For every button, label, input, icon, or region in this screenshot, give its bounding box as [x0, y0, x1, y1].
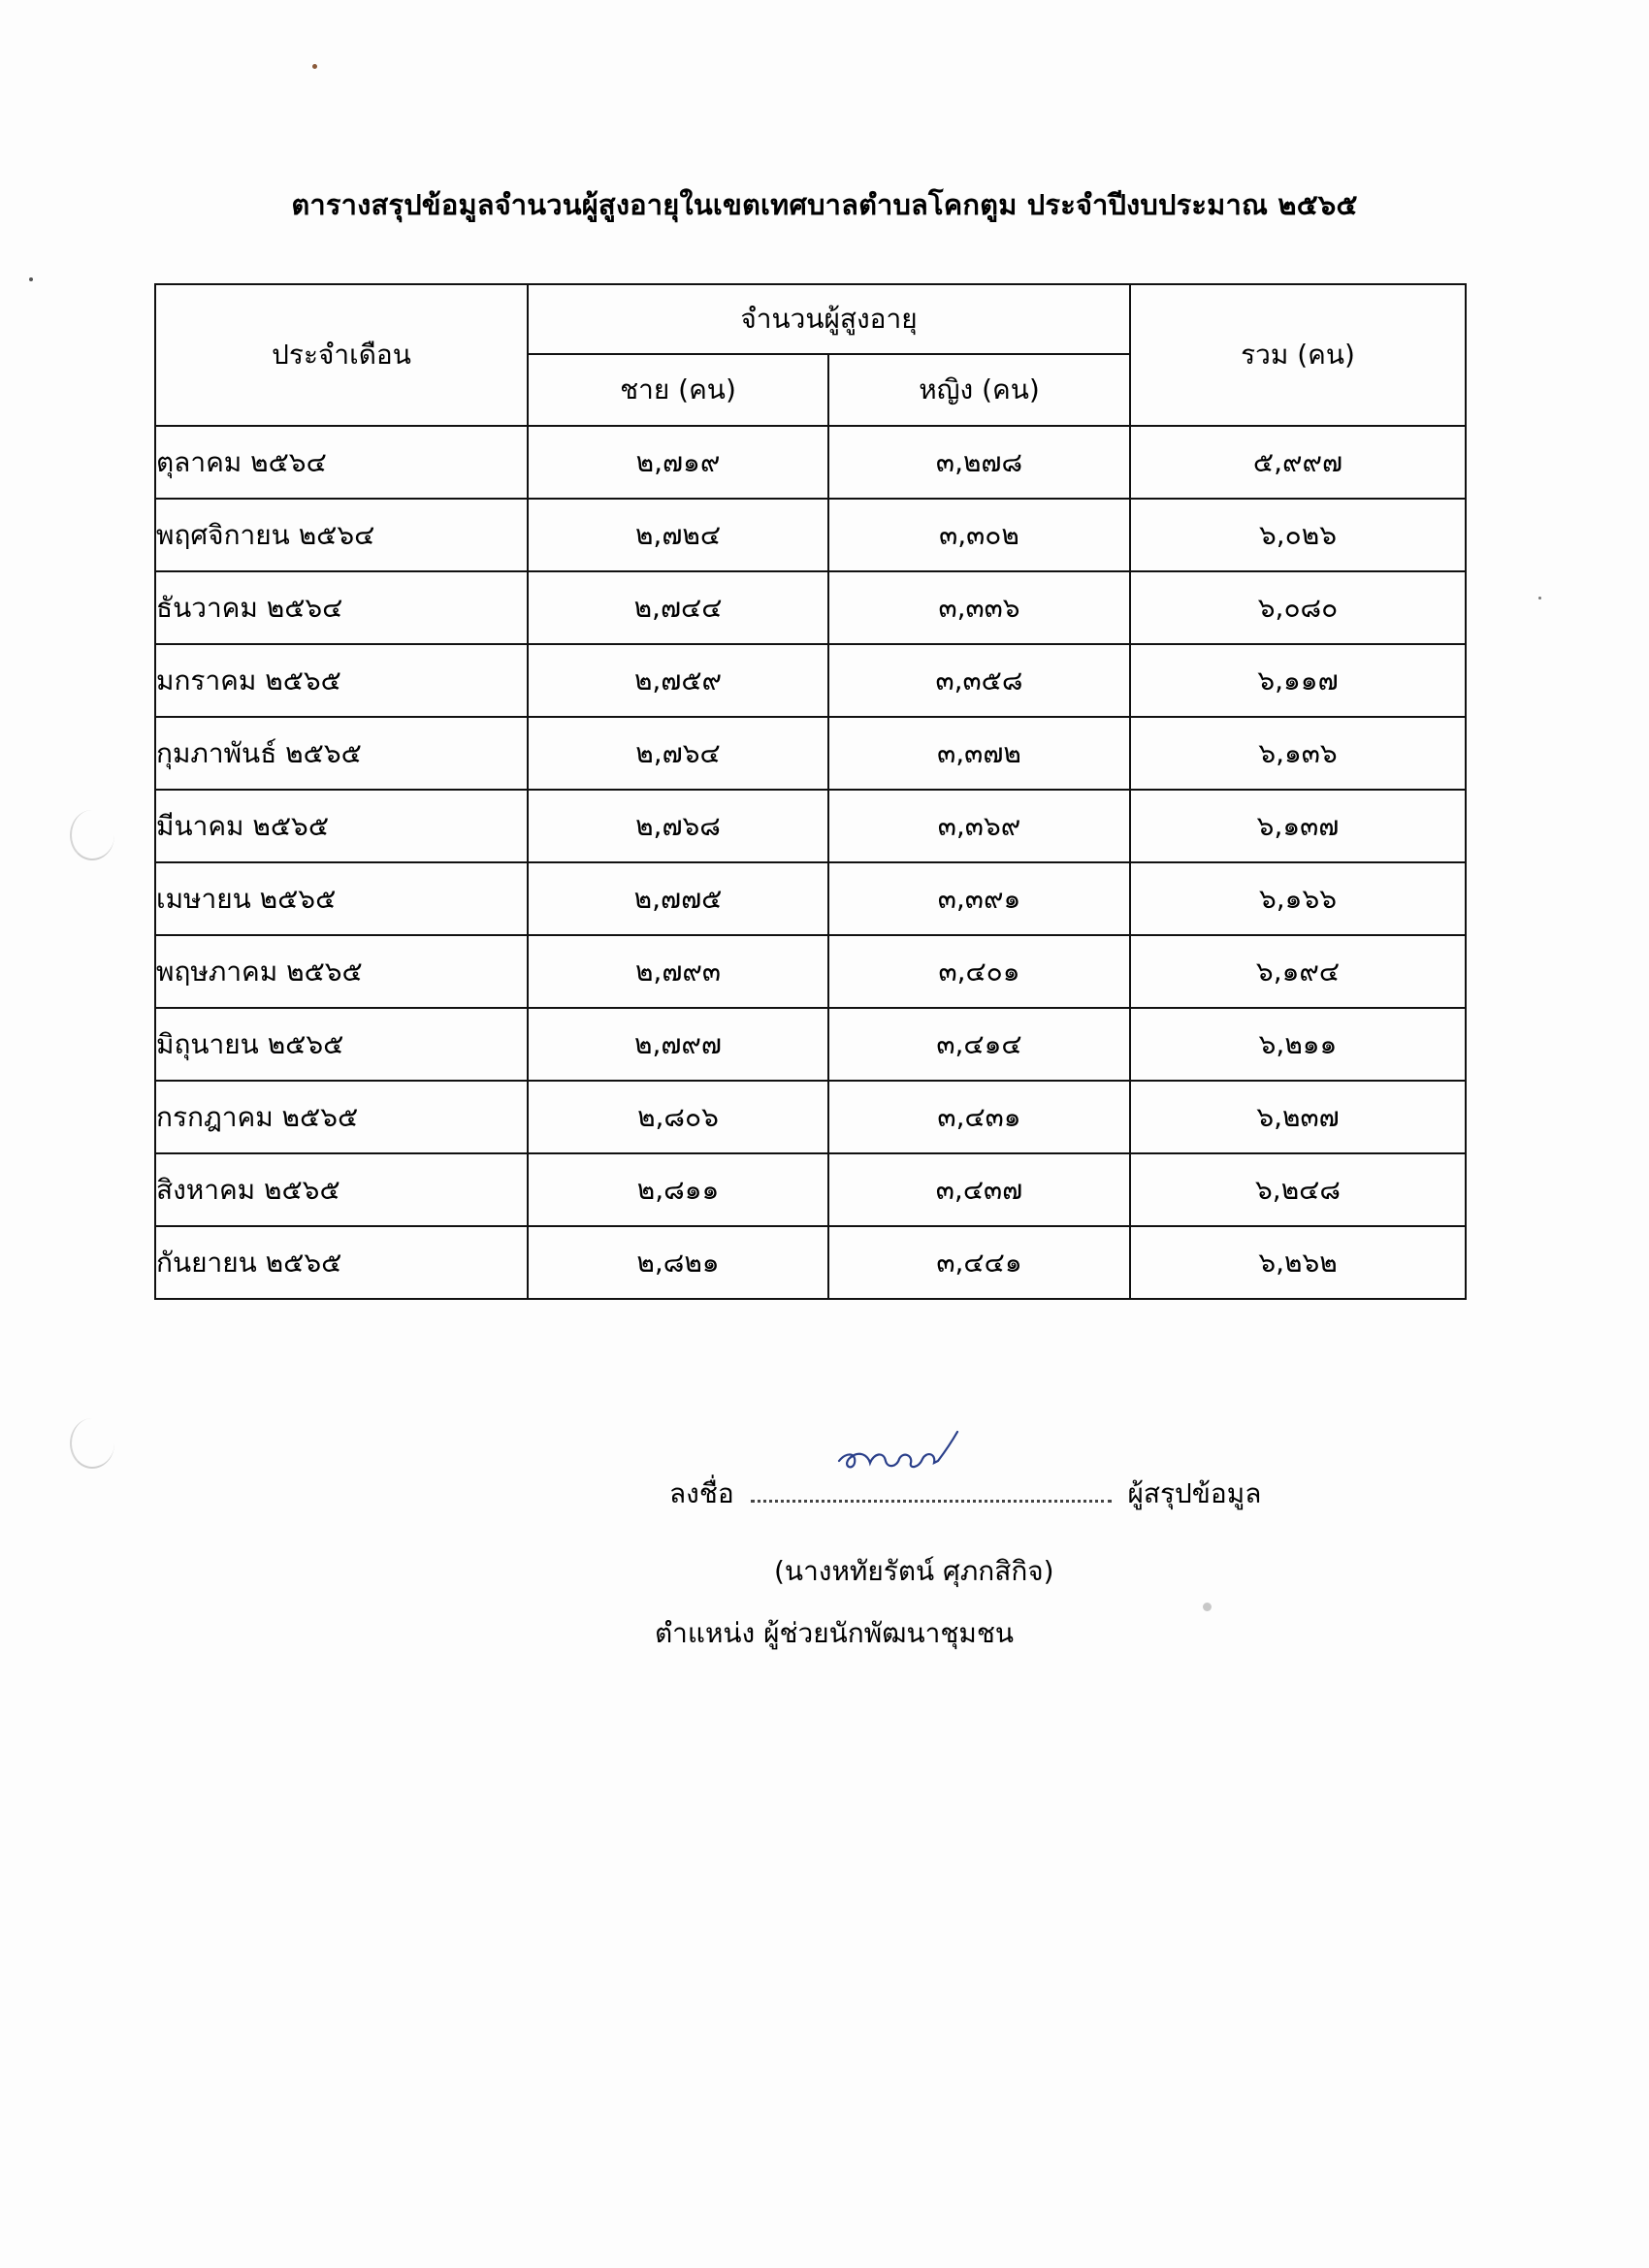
cell-female: ๓,๔๓๗: [828, 1153, 1130, 1226]
header-female: หญิง (คน): [828, 354, 1130, 426]
cell-month: ธันวาคม ๒๕๖๔: [155, 571, 528, 644]
table-row: [155, 571, 1466, 644]
handwritten-signature: [829, 1424, 975, 1482]
table-row: [155, 717, 1466, 790]
cell-male: ๒,๘๒๑: [528, 1226, 828, 1299]
scan-speck: [312, 64, 317, 69]
cell-male: ๒,๗๙๗: [528, 1008, 828, 1081]
cell-month: มิถุนายน ๒๕๖๕: [155, 1008, 528, 1081]
cell-total: ๕,๙๙๗: [1130, 426, 1466, 499]
cell-total: ๖,๒๖๒: [1130, 1226, 1466, 1299]
cell-female: ๓,๓๖๙: [828, 790, 1130, 862]
signer-position: ตำแหน่ง ผู้ช่วยนักพัฒนาชุมชน: [655, 1617, 1014, 1649]
cell-month: ตุลาคม ๒๕๖๔: [155, 426, 528, 499]
cell-male: ๒,๗๙๓: [528, 935, 828, 1008]
table-row: [155, 1081, 1466, 1153]
cell-month: กันยายน ๒๕๖๕: [155, 1226, 528, 1299]
role-label: ผู้สรุปข้อมูล: [1127, 1477, 1262, 1509]
cell-female: ๓,๔๑๔: [828, 1008, 1130, 1081]
cell-female: ๓,๔๓๑: [828, 1081, 1130, 1153]
cell-month: เมษายน ๒๕๖๕: [155, 862, 528, 935]
cell-female: ๓,๒๗๘: [828, 426, 1130, 499]
cell-month: สิงหาคม ๒๕๖๕: [155, 1153, 528, 1226]
cell-total: ๖,๒๓๗: [1130, 1081, 1466, 1153]
table-row: [155, 499, 1466, 571]
cell-male: ๒,๘๑๑: [528, 1153, 828, 1226]
table-row: [155, 935, 1466, 1008]
table-row: [155, 1226, 1466, 1299]
table-row: [155, 1008, 1466, 1081]
cell-total: ๖,๑๓๖: [1130, 717, 1466, 790]
cell-total: ๖,๑๓๗: [1130, 790, 1466, 862]
cell-male: ๒,๗๑๙: [528, 426, 828, 499]
cell-male: ๒,๗๖๔: [528, 717, 828, 790]
cell-female: ๓,๓๓๖: [828, 571, 1130, 644]
elderly-summary-table: [154, 283, 1467, 1300]
signer-name: (นางหทัยรัตน์ ศุภกสิกิจ): [774, 1555, 1054, 1587]
scan-speck: [1203, 1603, 1212, 1611]
punch-hole-mark: [70, 1418, 114, 1469]
cell-month: มีนาคม ๒๕๖๕: [155, 790, 528, 862]
cell-female: ๓,๔๐๑: [828, 935, 1130, 1008]
cell-male: ๒,๗๕๙: [528, 644, 828, 717]
cell-total: ๖,๒๑๑: [1130, 1008, 1466, 1081]
document-title: ตารางสรุปข้อมูลจำนวนผู้สูงอายุในเขตเทศบาลตำบลโคกตูม ประจำปีงบประมาณ ๒๕๖๕: [291, 188, 1358, 221]
scan-speck: [29, 277, 33, 281]
cell-total: ๖,๒๔๘: [1130, 1153, 1466, 1226]
scan-speck: [1538, 597, 1541, 599]
cell-total: ๖,๑๑๗: [1130, 644, 1466, 717]
cell-month: พฤษภาคม ๒๕๖๕: [155, 935, 528, 1008]
cell-female: ๓,๓๐๒: [828, 499, 1130, 571]
cell-month: กุมภาพันธ์ ๒๕๖๕: [155, 717, 528, 790]
table-row: [155, 862, 1466, 935]
cell-male: ๒,๗๔๔: [528, 571, 828, 644]
cell-total: ๖,๐๘๐: [1130, 571, 1466, 644]
cell-month: พฤศจิกายน ๒๕๖๔: [155, 499, 528, 571]
cell-male: ๒,๗๒๔: [528, 499, 828, 571]
header-total: รวม (คน): [1130, 284, 1466, 426]
cell-female: ๓,๓๕๘: [828, 644, 1130, 717]
cell-female: ๓,๓๗๒: [828, 717, 1130, 790]
cell-total: ๖,๐๒๖: [1130, 499, 1466, 571]
cell-total: ๖,๑๖๖: [1130, 862, 1466, 935]
cell-female: ๓,๔๔๑: [828, 1226, 1130, 1299]
cell-male: ๒,๗๗๕: [528, 862, 828, 935]
cell-male: ๒,๗๖๘: [528, 790, 828, 862]
cell-male: ๒,๘๐๖: [528, 1081, 828, 1153]
cell-total: ๖,๑๙๔: [1130, 935, 1466, 1008]
table-row: [155, 426, 1466, 499]
table-row: [155, 1153, 1466, 1226]
cell-female: ๓,๓๙๑: [828, 862, 1130, 935]
header-month: ประจำเดือน: [155, 284, 528, 426]
table-row: [155, 644, 1466, 717]
header-male: ชาย (คน): [528, 354, 828, 426]
sign-label: ลงชื่อ: [669, 1477, 734, 1509]
table-row: [155, 790, 1466, 862]
punch-hole-mark: [70, 810, 114, 860]
cell-month: มกราคม ๒๕๖๕: [155, 644, 528, 717]
header-elderly-count: จำนวนผู้สูงอายุ: [528, 284, 1130, 354]
cell-month: กรกฎาคม ๒๕๖๕: [155, 1081, 528, 1153]
